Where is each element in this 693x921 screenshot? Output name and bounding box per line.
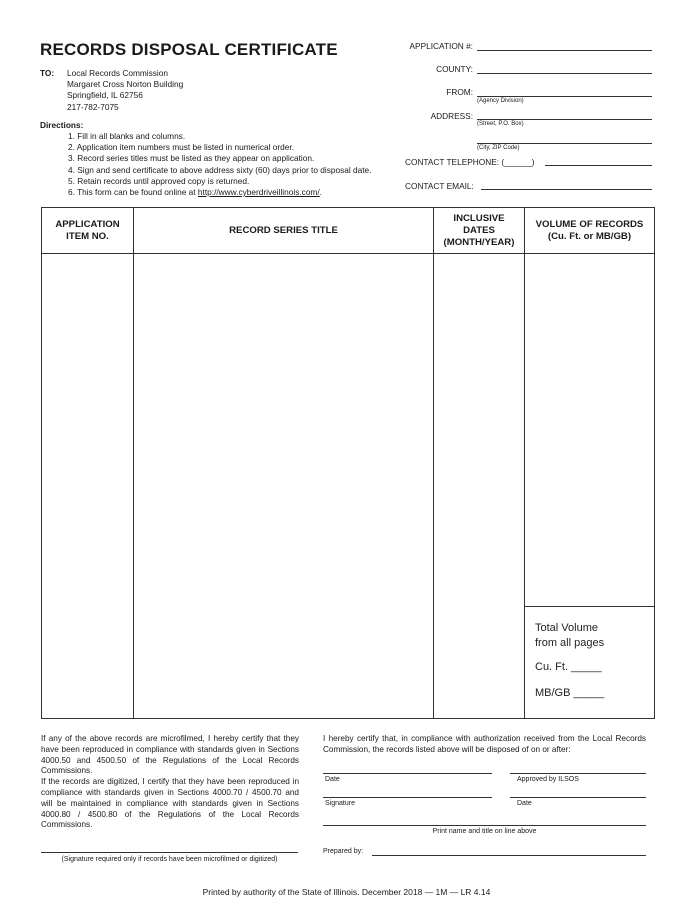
col-header-line: (MONTH/YEAR)	[443, 236, 515, 248]
website-link[interactable]: http://www.cyberdriveillinois.com/	[197, 187, 320, 198]
col-header-series-title: RECORD SERIES TITLE	[134, 208, 434, 254]
address-city-hint: (City, ZIP Code)	[477, 145, 520, 151]
direction-item: 5. Retain records until approved copy is returned.	[68, 175, 250, 186]
directions-label: Directions:	[40, 120, 84, 130]
signature-line[interactable]	[323, 797, 492, 798]
direction-item-6-suffix: .	[319, 187, 322, 198]
address-label: ADDRESS:	[430, 111, 473, 121]
application-number-label: APPLICATION #:	[409, 41, 473, 51]
approved-by-label: Approved by ILSOS	[517, 776, 579, 783]
col-header-dates	[434, 208, 525, 254]
to-label: TO:	[40, 68, 55, 78]
col-header-line: APPLICATION	[55, 218, 120, 230]
disposal-date-line[interactable]	[323, 773, 492, 774]
total-volume-label: Total Volume	[535, 622, 598, 634]
directions-list	[68, 131, 371, 198]
disposal-date-label: Date	[325, 776, 340, 783]
approval-date-label: Date	[517, 800, 532, 807]
col-header-volume	[525, 208, 655, 254]
mbgb-field[interactable]: MB/GB _____	[535, 687, 605, 699]
to-line: 217-782-7075	[67, 101, 119, 112]
microfilm-signature-note: (Signature required only if records have been microfilmed or digitized)	[61, 856, 278, 863]
volume-cell[interactable]	[525, 254, 655, 607]
microfilm-signature-line[interactable]	[41, 852, 298, 853]
col-header-line: VOLUME OF RECORDS	[535, 218, 644, 230]
digitized-statement: If the records are digitized, I certify that they have been reproduced in compliance with standards given in Sections 4000.70 / 4500.70 and will be maintained in compliance with standards given in Sections 4000.80 / 4500.80 of the Regulations of the Local Records Commissions.	[41, 777, 299, 830]
records-table	[41, 207, 655, 719]
address-street-hint: (Street, P.O. Box)	[477, 121, 524, 127]
total-volume-label: from all pages	[535, 637, 605, 649]
approved-by-line[interactable]	[510, 773, 646, 774]
total-volume-box	[525, 607, 655, 719]
cuft-field[interactable]: Cu. Ft. _____	[535, 661, 602, 673]
approval-date-line[interactable]	[510, 797, 646, 798]
direction-item: 3. Record series titles must be listed as they appear on application.	[68, 153, 315, 164]
prepared-by-field[interactable]	[372, 855, 646, 856]
col-header-line: ITEM NO.	[66, 230, 109, 242]
to-line: Margaret Cross Norton Building	[67, 79, 184, 90]
county-label: COUNTY:	[436, 64, 473, 74]
direction-item-6-text: 6. This form can be found online at	[68, 187, 198, 198]
application-number-field[interactable]	[477, 50, 652, 51]
microfilm-statement: If any of the above records are microfilmed, I hereby certify that they have been reproduced in compliance with standards given in Sections 4000.50 and 4500.50 of the Regulations of the Local Records Commissions.	[41, 734, 299, 776]
series-title-cell[interactable]	[134, 254, 434, 719]
direction-item: 4. Sign and send certificate to above address sixty (60) days prior to disposal date.	[68, 164, 372, 175]
contact-email-field[interactable]	[481, 189, 652, 190]
from-field[interactable]	[477, 96, 652, 97]
table-body-row	[42, 254, 655, 607]
table-header-row	[42, 208, 655, 254]
disposal-certification: I hereby certify that, in compliance with authorization received from the Local Records Commission, the records listed above will be disposed of on or after:	[323, 734, 646, 754]
col-header-line: DATES	[463, 224, 495, 236]
contact-email-label: CONTACT EMAIL:	[405, 181, 474, 191]
to-address-block	[67, 68, 183, 113]
address-street-field[interactable]	[477, 119, 652, 120]
direction-item-6	[68, 187, 371, 198]
from-hint: (Agency Division)	[477, 98, 524, 104]
direction-item: 1. Fill in all blanks and columns.	[68, 131, 186, 141]
from-label: FROM:	[446, 87, 473, 97]
address-city-field[interactable]	[477, 143, 652, 144]
col-header-line: (Cu. Ft. or MB/GB)	[547, 230, 632, 242]
microfilm-certification	[41, 734, 299, 831]
contact-telephone-label: CONTACT TELEPHONE: (______)	[405, 157, 535, 167]
prepared-by-label: Prepared by:	[323, 848, 364, 855]
direction-item: 2. Application item numbers must be listed in numerical order.	[68, 142, 294, 153]
col-header-line: INCLUSIVE	[453, 212, 505, 224]
dates-cell[interactable]	[434, 254, 525, 719]
form-title: RECORDS DISPOSAL CERTIFICATE	[40, 40, 338, 59]
print-name-label: Print name and title on line above	[432, 828, 537, 835]
to-line: Local Records Commission	[67, 68, 168, 78]
county-field[interactable]	[477, 73, 652, 74]
to-line: Springfield, IL 62756	[67, 90, 143, 101]
item-no-cell[interactable]	[42, 254, 134, 719]
print-name-line[interactable]	[323, 825, 646, 826]
contact-telephone-field[interactable]	[545, 165, 652, 166]
col-header-item-no	[42, 208, 134, 254]
footer-text: Printed by authority of the State of Illinois. December 2018 — 1M — LR 4.14	[202, 887, 491, 897]
signature-label: Signature	[325, 800, 355, 807]
